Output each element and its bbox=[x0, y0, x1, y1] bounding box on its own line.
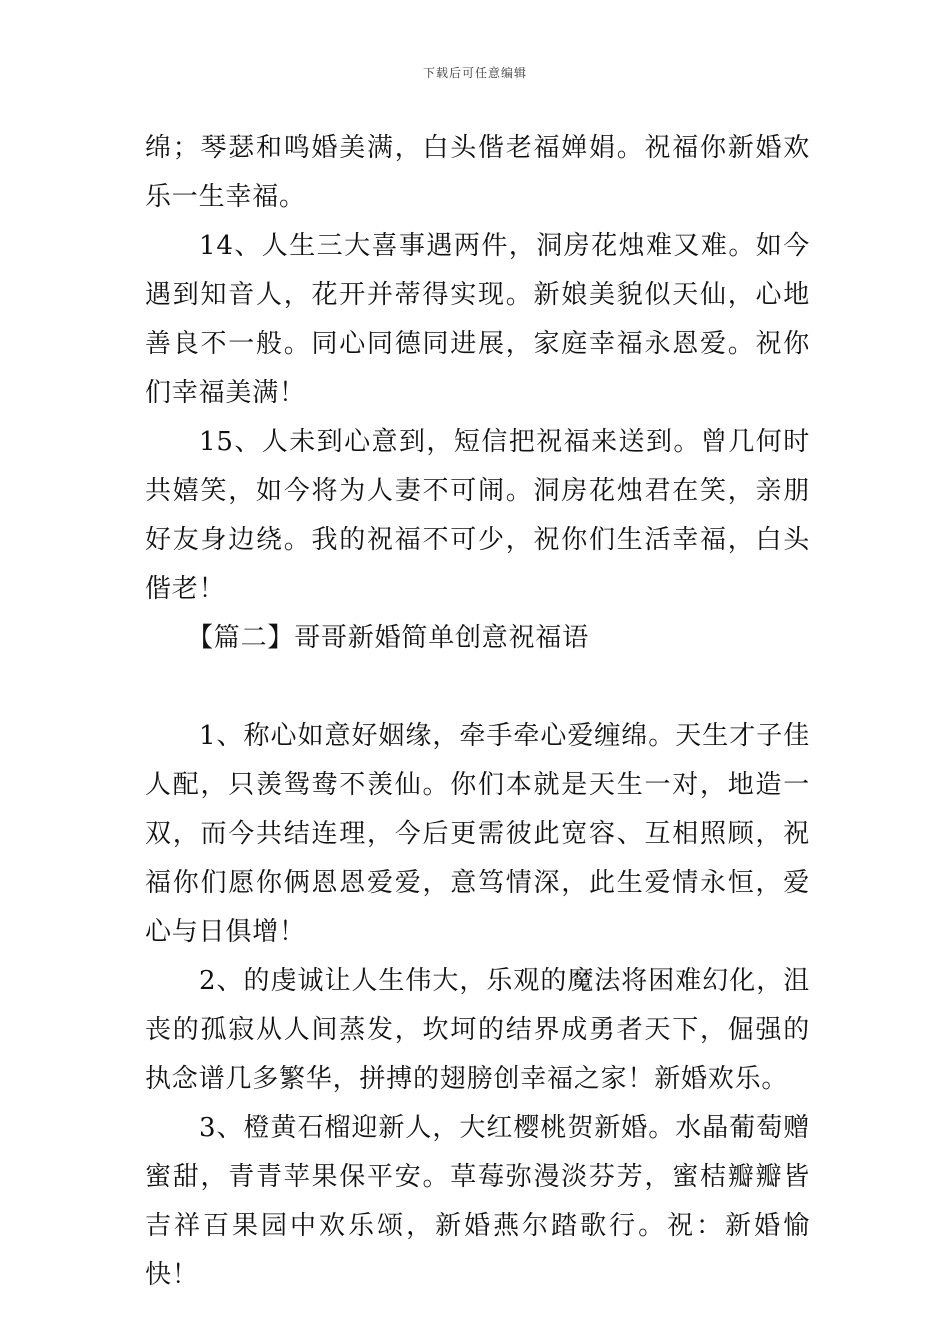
blessing-item-15: 15、人未到心意到，短信把祝福来送到。曾几何时共嬉笑，如今将为人妻不可闹。洞房花烛君在笑，亲朋好友身边绕。我的祝福不可少，祝你们生活幸福，白头偕老！ bbox=[145, 427, 810, 604]
section-spacer bbox=[145, 663, 810, 712]
blessing-item-2: 2、的虔诚让人生伟大，乐观的魔法将困难幻化，沮丧的孤寂从人间蒸发，坎坷的结界成勇者天下，倔强的执念谱几多繁华，拼搏的翅膀创幸福之家！新婚欢乐。 bbox=[145, 966, 810, 1094]
blessing-item-3: 3、橙黄石榴迎新人，大红樱桃贺新婚。水晶葡萄赠蜜甜，青青苹果保平安。草莓弥漫淡芬芳，蜜桔瓣瓣皆吉祥百果园中欢乐颂，新婚燕尔踏歌行。祝：新婚愉快！ bbox=[145, 1113, 810, 1290]
page-header: 下载后可任意编辑 bbox=[422, 66, 527, 80]
continuation-paragraph: 绵；琴瑟和鸣婚美满，白头偕老福婵娟。祝福你新婚欢乐一生幸福。 bbox=[145, 133, 810, 212]
blessing-item-14: 14、人生三大喜事遇两件，洞房花烛难又难。如今遇到知音人，花开并蒂得实现。新娘美貌似天仙，心地善良不一般。同心同德同进展，家庭幸福永恩爱。祝你们幸福美满！ bbox=[145, 231, 810, 408]
document-body bbox=[145, 124, 810, 1300]
section-heading: 【篇二】哥哥新婚简单创意祝福语 bbox=[187, 623, 590, 653]
blessing-item-1: 1、称心如意好姻缘，牵手牵心爱缠绵。天生才子佳人配，只羡鸳鸯不羡仙。你们本就是天生一对，地造一双，而今共结连理，今后更需彼此宽容、互相照顾，祝福你们愿你俩恩恩爱爱，意笃情深，此生爱情永恒，爱心与日俱增！ bbox=[145, 721, 810, 947]
